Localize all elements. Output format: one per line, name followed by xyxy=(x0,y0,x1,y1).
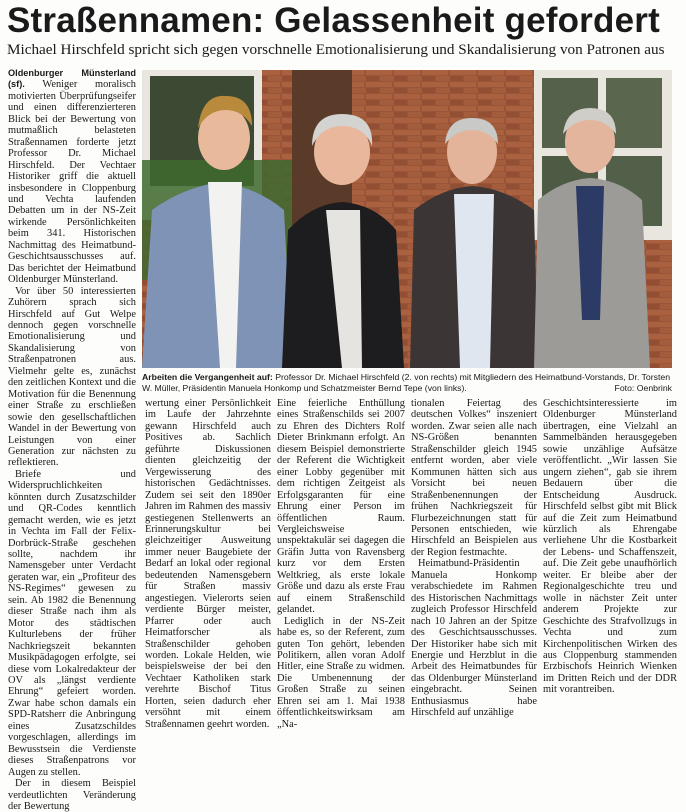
headline: Straßennamen: Gelassenheit gefordert xyxy=(7,1,660,40)
paragraph: wertung einer Persönlichkeit im Laufe der Jahrzehnte gewann Hirschfeld auch Positives ab. Sachlich geführte Diskussionen dienten gleichzeitig der Vergewisserung des historischen Gedächtnisses. Zudem sei seit den 1890er Jahren im Rahmen des massiv gestiegenen Stellenwerts an Erinnerungskultur bei gleichzeitiger Ausweitung immer neuer Baugebiete der Bedarf an lokal oder regional bedeutenden Namensgebern für Straßen massiv angestiegen. Vielerorts seien verdiente Bürger meister, Pfarrer oder auch Heimatforscher als Straßenschilder gehoben worden. Lokale Helden, wie beispielsweise der bei den Vechtaer Katholiken stark verehrte Bischof Titus Horten, seien dadurch eher versöhnt mit einem Straßennamen geehrt worden. xyxy=(145,398,271,730)
caption-lead: Arbeiten die Vergangenheit auf: xyxy=(142,372,273,382)
paragraph: Der in diesem Beispiel verdeutlichten Veränderung der Bewertung xyxy=(8,778,136,812)
text-column-1 xyxy=(8,68,136,812)
paragraph xyxy=(8,68,136,286)
photo-credit: Foto: Oenbrink xyxy=(614,383,672,393)
text-column-2 xyxy=(145,398,271,730)
paragraph: Eine feierliche Enthüllung eines Straßenschilds sei 2007 zu Ehren des Dichters Rolf Dieter Brinkmann erfolgt. An diesem Beispiel demonstrierte der Referent die Wichtigkeit einer Lobby gegenüber mit dem richtigen Zeitgeist als Erfolgsgaranten für eine Ehrung einer Person im öffentlichen Raum. Vergleichsweise unspektakulär sei dagegen die Gräfin Jutta von Ravensberg kurz vor dem Ersten Weltkrieg, als erste lokale Größe und dazu als erste Frau auf einem Straßenschild gelandet. xyxy=(277,398,405,616)
subheadline: Michael Hirschfeld spricht sich gegen vorschnelle Emotionalisierung und Skandalisierung von Patronen aus xyxy=(7,41,665,58)
photo-caption xyxy=(142,372,672,394)
photo-illustration xyxy=(142,70,672,368)
paragraph: Heimatbund-Präsidentin Manuela Honkomp verabschiedete im Rahmen des Historischen Nachmittags zugleich Professor Hirschfeld nach 10 Jahren an der Spitze des Geschichtsausschusses. Der Historiker habe sich mit Energie und Herzblut in die Arbeit des Heimatbundes für das Oldenburger Münsterland eingebracht. Seinen Enthusiasmus habe Hirschfeld auf unzählige xyxy=(411,558,537,719)
paragraph: Vor über 50 interessierten Zuhörern sprach sich Hirschfeld auf Gut Welpe dennoch gegen vorschnelle Emotionalisierung und Skandalisierung von Straßenpatronen aus. Vielmehr gelte es, zunächst den zeitlichen Kontext und die Motivation für die Benennung einer Straße zu erschließen sowie den gesellschaftlichen Wandel in der Bewertung von Leistungen von einer Generation zur nächsten zu reflektieren. xyxy=(8,285,136,469)
dateline: Oldenburger Münsterland (sf). xyxy=(8,68,136,90)
group-photo xyxy=(142,70,672,368)
paragraph: tionalen Feiertag des deutschen Volkes“ inszeniert worden. Zwar seien alle nach NS-Größen benannten Straßenschilder gleich 1945 entfernt worden, aber viele Kommunen hätten sich aus Vorsicht bei neuen Straßenbenennungen der frühen Nachkriegszeit für Flurbezeichnungen statt für Personen entschieden, wie Hirschfeld an Beispielen aus der Region festmachte. xyxy=(411,398,537,558)
text-column-3 xyxy=(277,398,405,730)
text-column-5 xyxy=(543,398,677,696)
paragraph: Briefe und Widerspruchlichkeiten könnten durch Zusatzschilder und QR-Codes kenntlich gemacht werden, wie es jetzt in Vechta im Fall der Felix-Dorbrück-Straße geschehen sollte, nachdem ihr Namensgeber unter Verdacht geraten war, ein „Profiteur des NS-Regimes“ gewesen zu sein. Ab 1982 die Benennung dieser Straße nach ihm als Motor des städtischen Kulturlebens der früher Nachkriegszeit bekannten Musikpädagogen erfolgte, sei diese vom Lokalredakteur der OV als „längst verdiente Ehrung“ gefeiert worden. Zwar habe schon damals ein SPD-Ratsherr die Anbringung eines Zusatzschildes vorgeschlagen, allerdings im Bewusstsein die Verdienste dieses Straßenpatrons vor Augen zu stellen. xyxy=(8,468,136,778)
paragraph-text: Weniger moralisch motivierten Überprüfungseifer und einen differenzierteren Blick bei der Bewertung von mutmaßlich belasteten Straßennamen forderte jetzt Professor Dr. Michael Hirschfeld. Der Vechtaer Historiker griff die aktuell insbesondere in Cloppenburg und Vechta laufenden Debatten um in der NS-Zeit wirkende Persönlichkeiten beim 341. Historischen Nachmittag des Heimatbund-Geschichtsausschusses auf. Das berichtet der Heimatbund Oldenburger Münsterland. xyxy=(8,79,136,286)
text-column-4 xyxy=(411,398,537,719)
paragraph: Geschichtsinteressierte im Oldenburger Münsterland übertragen, eine Vielzahl an Sammelbänden herausgegeben sowie unzählige Aufsätze veröffentlicht. „Wir lassen Sie ungern ziehen“, gab sie ihrem Bedauern über die Entscheidung Ausdruck. Hirschfeld selbst gibt mit Blick auf die Zeit zum Heimatbund kürzlich als Ehrengabe verliehene Uhr die Kostbarkeit der Lebens- und Schaffenszeit, auf. Die Zeit gebe unaufhörlich weiter. Er bleibe aber der Regionalgeschichte treu und wolle in nächster Zeit unter anderem Projekte zur Geschichte des Strafvollzugs in Vechta und zum Kirchenpolitischen Wirken des aus Cloppenburg stammenden Erzbischofs Heinrich Wienken im Dritten Reich und der DDR mit vorantreiben. xyxy=(543,398,677,696)
caption-text: Professor Dr. Michael Hirschfeld (2. von rechts) mit Mitgliedern des Heimatbund-Vorstands, Dr. Torsten W. Müller, Präsidentin Manuela Honkomp und Schatzmeister Bernd Tepe (von links). xyxy=(142,372,671,393)
paragraph: Lediglich in der NS-Zeit habe es, so der Referent, zum guten Ton gehört, lebenden Politikern, allen voran Adolf Hitler, eine Straße zu widmen. Die Umbenennung der Großen Straße zu seinen Ehren sei am 1. Mai 1938 öffentlichkeitswirksam am „Na- xyxy=(277,615,405,730)
